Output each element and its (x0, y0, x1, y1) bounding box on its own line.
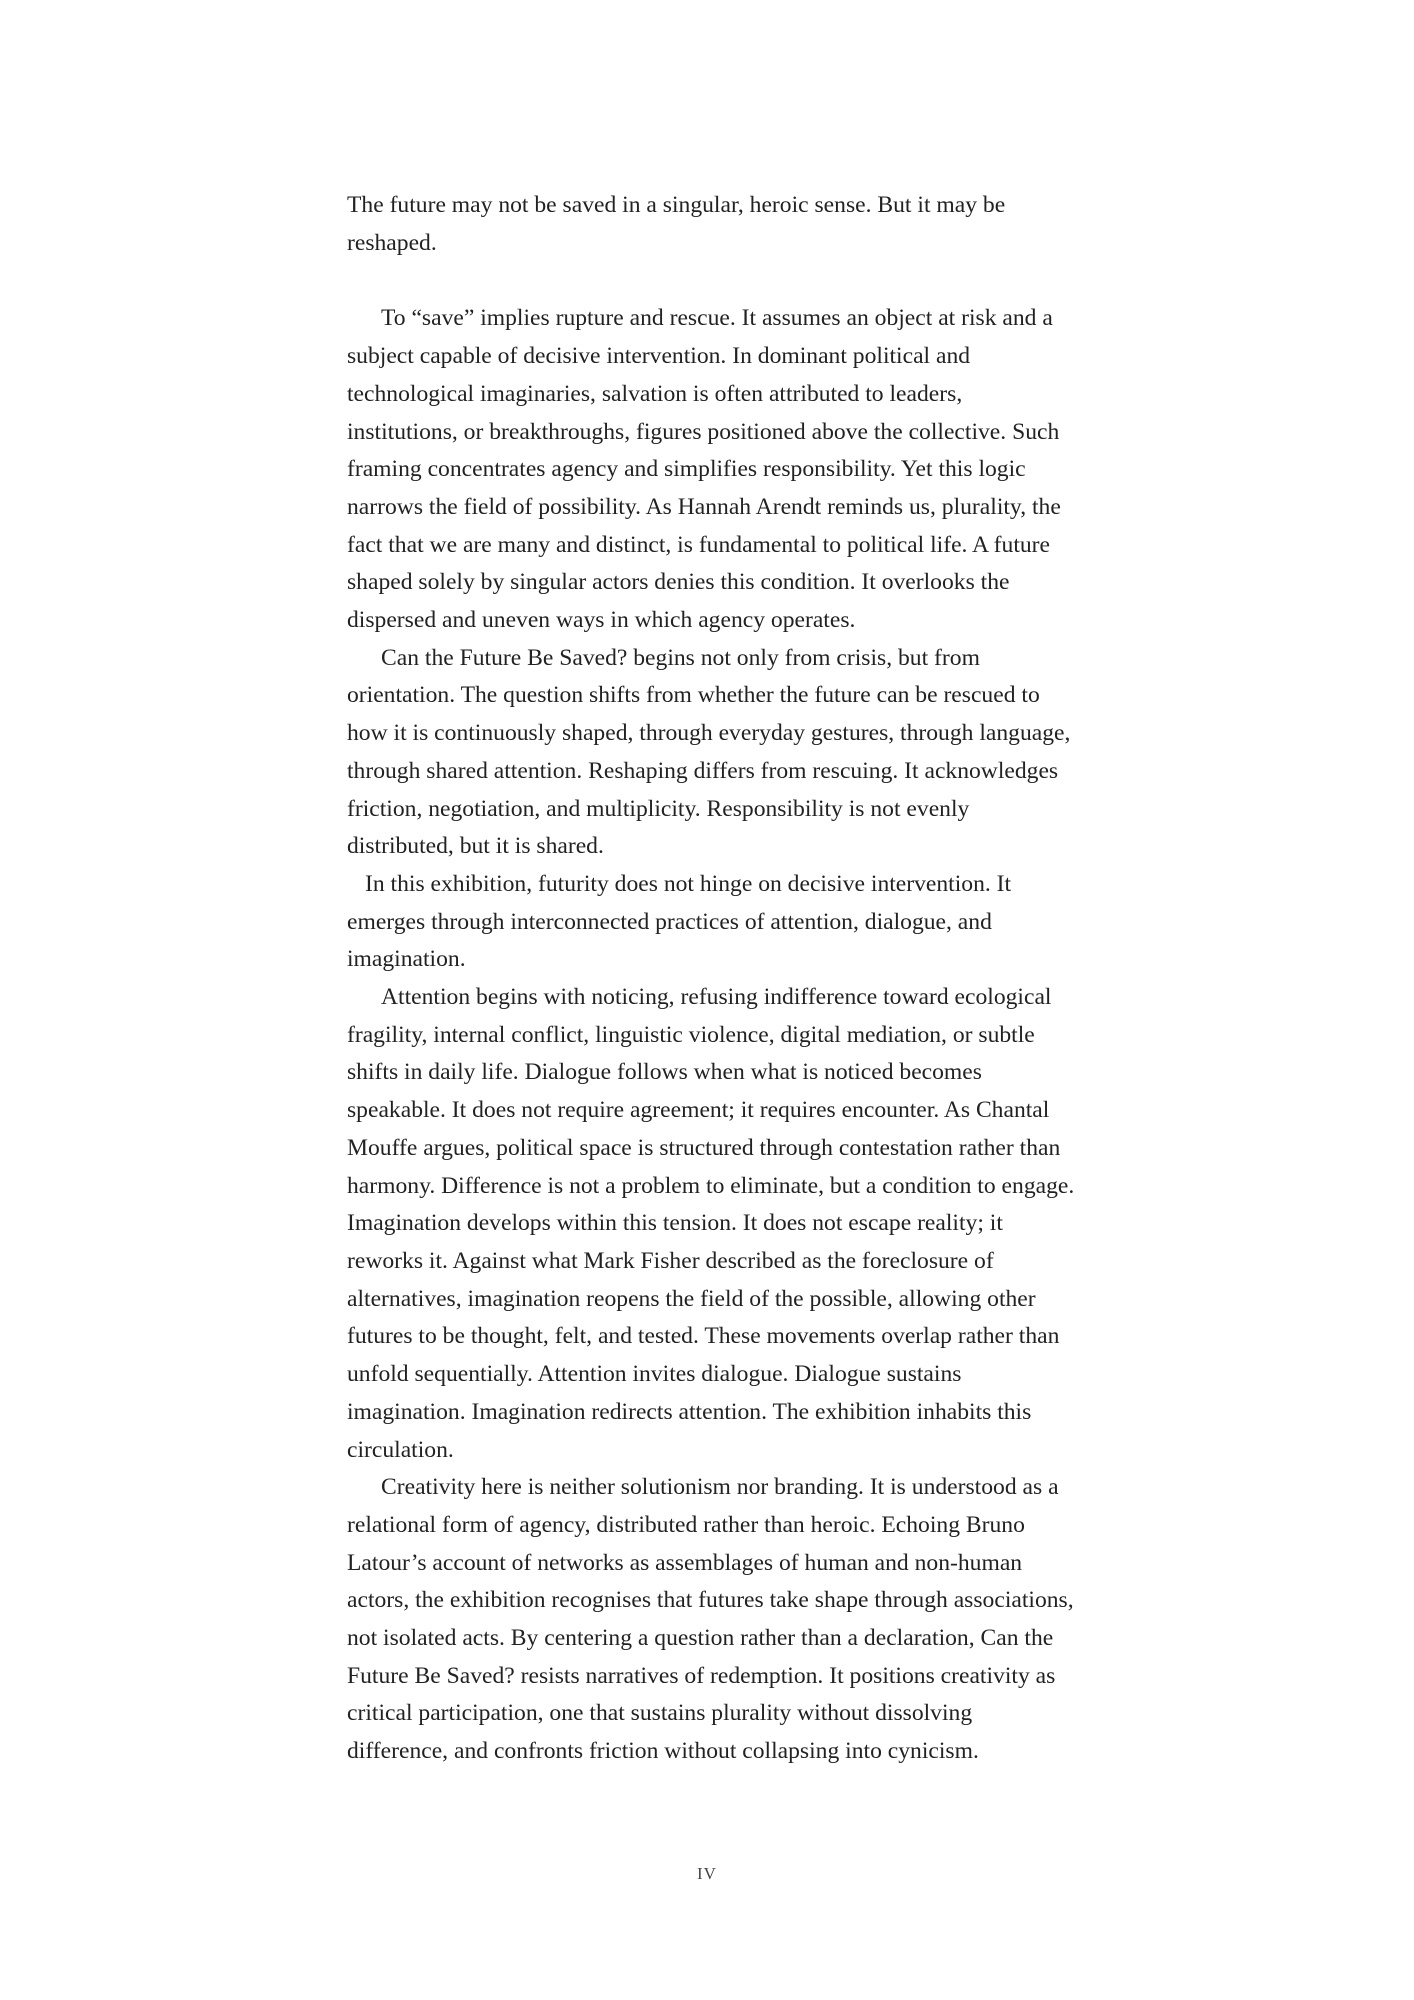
page-number: IV (697, 1864, 717, 1883)
paragraph-orientation: Can the Future Be Saved? begins not only from crisis, but from orientation. The question shifts from whether the future can be rescued to how it is continuously shaped, through everyday gestures, through language, through shared attention. Reshaping differs from rescuing. It acknowledges friction, negotiation, and multiplicity. Responsibility is not evenly distributed, but it is shared. (347, 644, 1071, 860)
body-text (347, 187, 1077, 1771)
paragraph-futurity: In this exhibition, futurity does not hinge on decisive intervention. It emerges through interconnected practices of attention, dialogue, and imagination. (347, 870, 1012, 973)
paragraph-intro: The future may not be saved in a singular, heroic sense. But it may be reshaped. (347, 192, 1006, 256)
paragraph-creativity: Creativity here is neither solutionism nor branding. It is understood as a relational form of agency, distributed rather than heroic. Echoing Bruno Latour’s account of networks as assemblages of human and non-human actors, the exhibition recognises that futures take shape through associations, not isolated acts. By centering a question rather than a declaration, Can the Future Be Saved? resists narratives of redemption. It positions creativity as critical participation, one that sustains plurality without dissolving difference, and confronts friction without collapsing into cynicism. (347, 1474, 1074, 1765)
paragraph-save-rescue: To “save” implies rupture and rescue. It assumes an object at risk and a subject capable of decisive intervention. In dominant political and technological imaginaries, salvation is often attributed to leaders, institutions, or breakthroughs, figures positioned above the collective. Such framing concentrates agency and simplifies responsibility. Yet this logic narrows the field of possibility. As Hannah Arendt reminds us, plurality, the fact that we are many and distinct, is fundamental to political life. A future shaped solely by singular actors denies this condition. It overlooks the dispersed and uneven ways in which agency operates. (347, 305, 1061, 634)
paragraph-attention-dialogue: Attention begins with noticing, refusing indifference toward ecological fragility, internal conflict, linguistic violence, digital mediation, or subtle shifts in daily life. Dialogue follows when what is noticed becomes speakable. It does not require agreement; it requires encounter. As Chantal Mouffe argues, political space is structured through contestation rather than harmony. Difference is not a problem to eliminate, but a condition to engage. Imagination develops within this tension. It does not escape reality; it reworks it. Against what Mark Fisher described as the foreclosure of alternatives, imagination reopens the field of the possible, allowing other futures to be thought, felt, and tested. These movements overlap rather than unfold sequentially. Attention invites dialogue. Dialogue sustains imagination. Imagination redirects attention. The exhibition inhabits this circulation. (347, 984, 1075, 1463)
